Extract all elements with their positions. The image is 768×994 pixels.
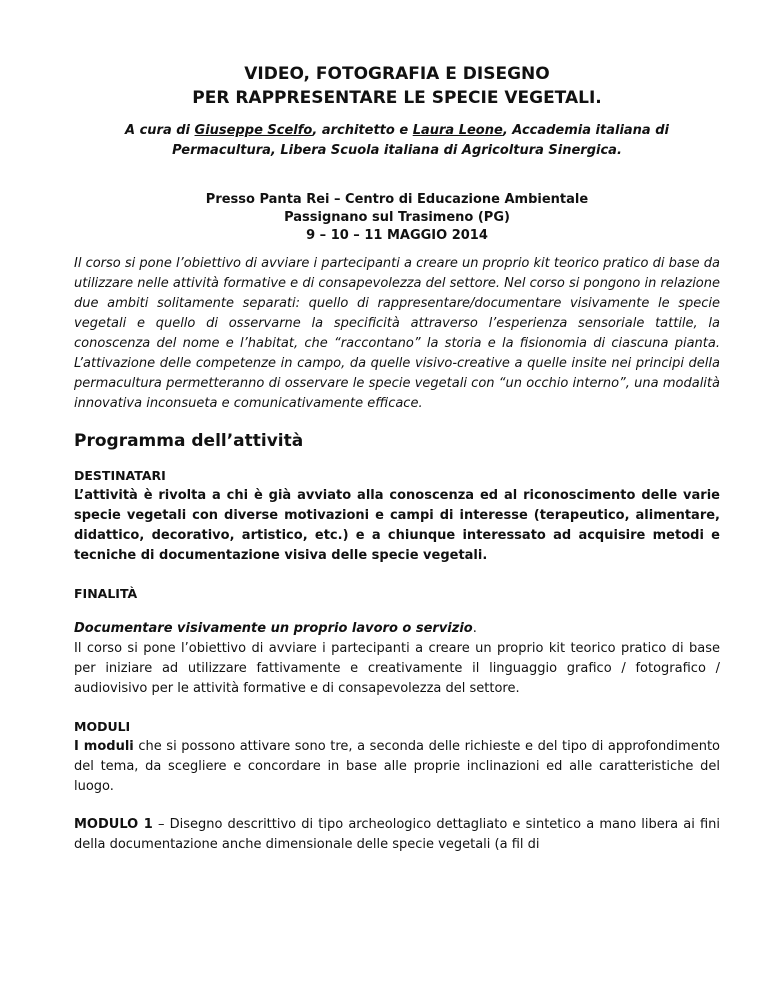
moduli-text-block: [74, 737, 720, 797]
venue-line-2: Passignano sul Trasimeno (PG): [284, 210, 510, 225]
credits: [74, 121, 720, 161]
finalita-subtitle: Documentare visivamente un proprio lavoro o servizio: [74, 621, 473, 636]
finalita-block: [74, 619, 720, 699]
credits-prefix: A cura di: [124, 123, 195, 138]
moduli-text: che si possono attivare sono tre, a seconda delle richieste e del tipo di approfondimento del tema, da scegliere e concordare in base alle proprie inclinazioni ed alle caratteristiche del luogo.: [74, 739, 720, 794]
author-giuseppe-scelfo: Giuseppe Scelfo: [194, 123, 313, 138]
destinatari-text: L’attività è rivolta a chi è già avviato alla conoscenza ed al riconoscimento delle varie specie vegetali con diverse motivazioni e campi di interesse (terapeutico, alimentare, didattico, decorativo, artistico, etc.) e a chiunque interessato ad acquisire metodi e tecniche di documentazione visiva delle specie vegetali.: [74, 488, 720, 563]
venue-block: [74, 191, 720, 245]
intro-paragraph: Il corso si pone l’obiettivo di avviare i partecipanti a creare un proprio kit teorico pratico di base da utilizzare nelle attività formative e di consapevolezza del settore. Nel corso si pongono in relazione due ambiti solitamente separati: quello di rappresentare/documentare visivamente le specie vegetali e quello di osservarne la specificità attraverso l’esperienza sensoriale tattile, la conoscenza del nome e l’habitat, che “raccontano” la storia e la fisionomia di ciascuna pianta. L’attivazione delle competenze in campo, da quelle visivo-creative a quelle insite nei principi della permacultura permetteranno di osservare le specie vegetali con “un occhio interno”, una modalità innovativa inconsueta e comunicativamente efficace.: [74, 256, 720, 411]
modulo-1-block: [74, 815, 720, 855]
document-title: [74, 62, 720, 110]
program-heading: Programma dell’attività: [74, 431, 304, 451]
venue-line-1: Presso Panta Rei – Centro di Educazione Ambientale: [205, 192, 589, 207]
credits-mid: , architetto e: [312, 123, 413, 138]
destinatari-label: DESTINATARI: [74, 468, 166, 483]
author-laura-leone: Laura Leone: [412, 123, 503, 138]
title-line-2: PER RAPPRESENTARE LE SPECIE VEGETALI.: [192, 88, 602, 108]
finalita-subtitle-end: .: [472, 621, 477, 636]
venue-date: 9 – 10 – 11 MAGGIO 2014: [306, 228, 488, 243]
modulo-1-text: – Disegno descrittivo di tipo archeologico dettagliato e sintetico a mano libera ai fini della documentazione anche dimensionale delle specie vegetali (a fil di: [74, 817, 720, 852]
finalita-label: FINALITÀ: [74, 586, 138, 601]
moduli-label: MODULI: [74, 719, 131, 734]
credits-suffix: , Accademia italiana di Permacultura, Libera Scuola italiana di Agricoltura Sinergica.: [172, 123, 669, 158]
title-line-1: VIDEO, FOTOGRAFIA E DISEGNO: [244, 64, 550, 84]
modulo-1-label: MODULO 1: [74, 817, 153, 832]
moduli-lead: I moduli: [74, 739, 134, 754]
finalita-text: Il corso si pone l’obiettivo di avviare i partecipanti a creare un proprio kit teorico pratico di base per iniziare ad utilizzare fattivamente e creativamente il linguaggio grafico / fotografico / audiovisivo per le attività formative e di consapevolezza del settore.: [74, 641, 720, 696]
